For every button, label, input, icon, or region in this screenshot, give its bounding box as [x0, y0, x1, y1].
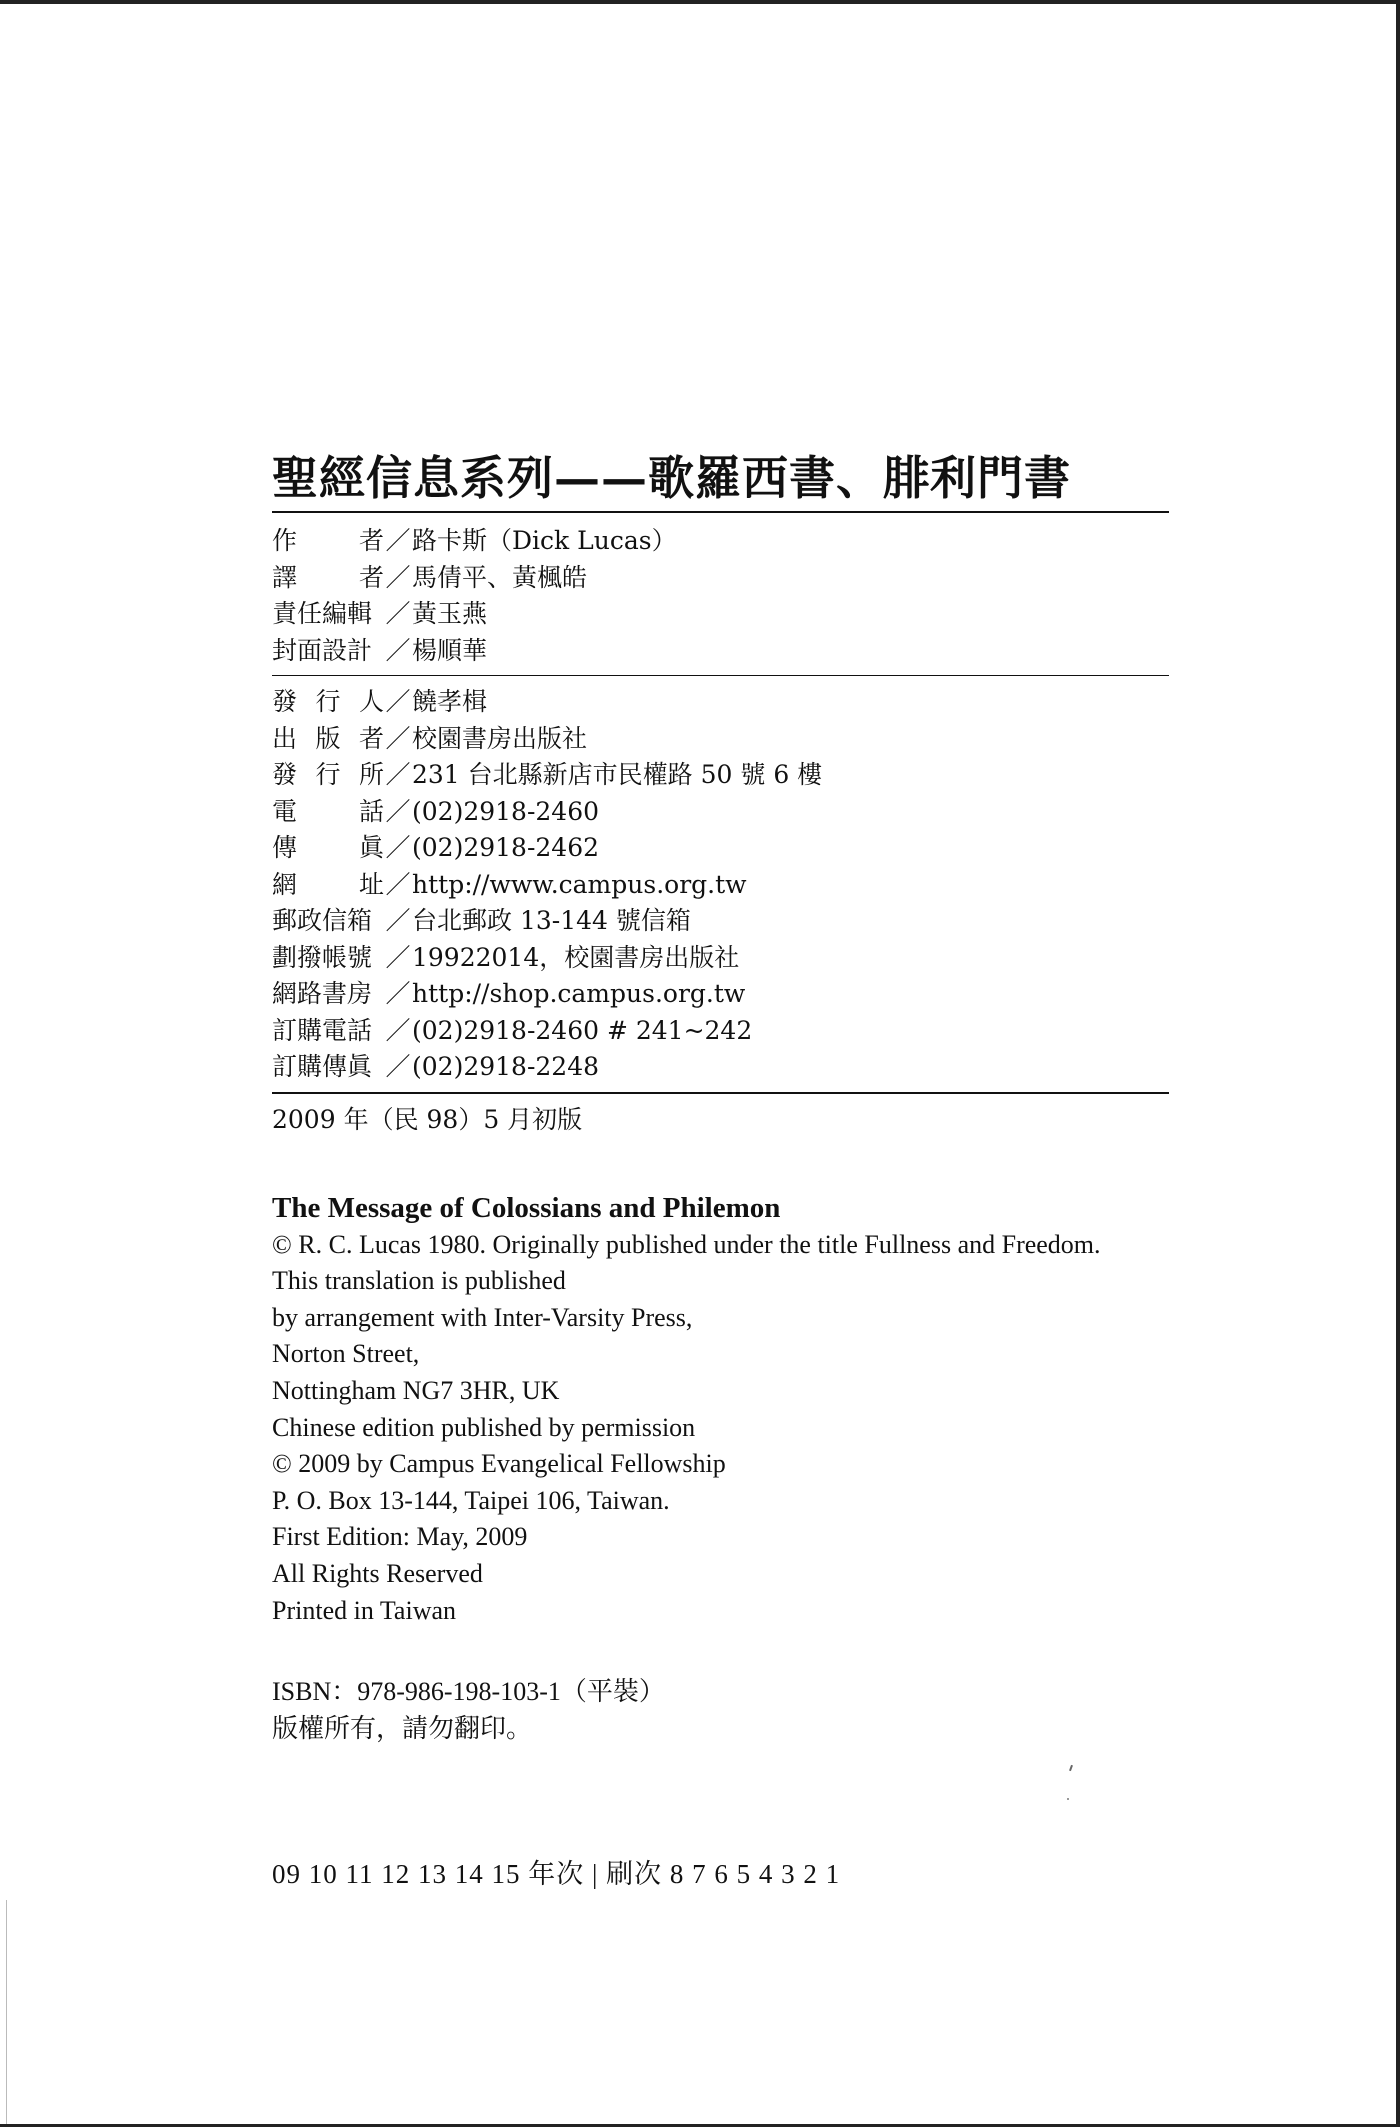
field-value: 楊順華 — [412, 635, 488, 665]
field-value: 饒孝楫 — [412, 687, 488, 716]
field-label — [272, 1049, 384, 1086]
label-char: 郵政信箱 — [272, 906, 373, 935]
edition-line: 2009 年（民 98）5 月初版 — [272, 1104, 583, 1134]
separator: ／ — [385, 1052, 411, 1081]
field-value: 黃玉燕 — [412, 599, 488, 628]
scan-speck — [1069, 1765, 1073, 1771]
publisher-row — [272, 1049, 1172, 1086]
field-value: http://www.campus.org.tw — [412, 869, 747, 899]
label-char: 責任編輯 — [272, 599, 373, 628]
field-value: (02)2918-2460 — [412, 796, 600, 826]
publisher-row — [272, 940, 1172, 977]
rights-line: 版權所有，請勿翻印。 — [272, 1714, 533, 1744]
label-char: 所 — [358, 760, 384, 789]
copyright-page — [272, 451, 1172, 1747]
label-char: 封面設計 — [272, 635, 373, 665]
separator: ／ — [385, 526, 411, 555]
separator: ／ — [385, 979, 411, 1008]
english-line: All Rights Reserved — [272, 1558, 483, 1588]
separator: ／ — [385, 687, 411, 716]
label-char: 者 — [358, 526, 384, 555]
publisher-row — [272, 903, 1172, 940]
field-value: http://shop.campus.org.tw — [412, 979, 746, 1008]
english-line: by arrangement with Inter-Varsity Press, — [272, 1302, 693, 1332]
english-title: The Message of Colossians and Philemon — [272, 1192, 781, 1224]
english-line: This translation is published — [272, 1266, 566, 1296]
field-value: (02)2918-2462 — [412, 833, 600, 862]
label-char: 址 — [358, 869, 384, 899]
field-value: 馬倩平、黃楓皓 — [412, 562, 588, 592]
label-char: 電 — [272, 796, 298, 826]
publisher-row — [272, 830, 1172, 867]
field-label — [272, 721, 384, 758]
field-label — [272, 903, 384, 940]
label-char: 網 — [272, 869, 298, 899]
book-title: 聖經信息系列——歌羅西書、腓利門書 — [272, 451, 1071, 505]
english-line: P. O. Box 13-144, Taipei 106, Taiwan. — [272, 1485, 670, 1515]
separator: ／ — [385, 869, 411, 899]
field-value: 231 台北縣新店市民權路 50 號 6 樓 — [412, 760, 823, 789]
english-line: Nottingham NG7 3HR, UK — [272, 1375, 560, 1405]
field-label — [272, 976, 384, 1013]
separator: ／ — [385, 1015, 411, 1045]
label-char: 版 — [315, 723, 341, 753]
field-label — [272, 830, 384, 867]
label-char: 話 — [358, 796, 384, 826]
english-line: © R. C. Lucas 1980. Originally published under the title Fullness and Freedom. — [272, 1229, 1101, 1259]
field-label — [272, 684, 384, 721]
label-char: 劃撥帳號 — [272, 942, 373, 972]
publisher-row — [272, 721, 1172, 758]
publisher-row — [272, 1013, 1172, 1050]
field-label — [272, 1013, 384, 1050]
english-line: First Edition: May, 2009 — [272, 1522, 528, 1552]
separator: ／ — [385, 599, 411, 628]
publisher-row — [272, 794, 1172, 831]
label-char: 者 — [358, 562, 384, 592]
label-char: 訂購電話 — [272, 1015, 373, 1045]
field-label — [272, 560, 384, 597]
separator: ／ — [385, 796, 411, 826]
english-line: Norton Street, — [272, 1339, 420, 1369]
publisher-row — [272, 684, 1172, 721]
field-value: 19922014，校園書房出版社 — [412, 942, 740, 972]
field-value: (02)2918-2460 # 241~242 — [412, 1015, 753, 1045]
label-char: 行 — [315, 687, 341, 716]
label-char: 作 — [272, 526, 298, 555]
field-label — [272, 633, 384, 670]
publisher-row — [272, 867, 1172, 904]
separator: ／ — [385, 760, 411, 789]
label-char: 出 — [272, 723, 298, 753]
print-marks: 09 10 11 12 13 14 15 年次 | 刷次 8 7 6 5 4 3 2 1 — [272, 1859, 841, 1889]
credit-row — [272, 560, 1172, 597]
page-border-top — [0, 0, 1400, 4]
label-char: 發 — [272, 687, 298, 716]
english-line: Chinese edition published by permission — [272, 1412, 696, 1442]
field-label — [272, 867, 384, 904]
page-border-right — [1396, 0, 1400, 2127]
publisher-row — [272, 976, 1172, 1013]
label-char: 眞 — [358, 833, 384, 862]
field-label — [272, 940, 384, 977]
isbn-block — [272, 1673, 1172, 1747]
label-char: 網路書房 — [272, 979, 373, 1008]
scan-speck — [1067, 1798, 1069, 1800]
credit-row — [272, 633, 1172, 670]
field-value: 路卡斯（Dick Lucas） — [412, 526, 677, 555]
english-copyright-block — [272, 1190, 1172, 1629]
separator: ／ — [385, 562, 411, 592]
credit-row — [272, 523, 1172, 560]
label-char: 訂購傳眞 — [272, 1052, 373, 1081]
separator: ／ — [385, 635, 411, 665]
field-label — [272, 596, 384, 633]
separator: ／ — [385, 723, 411, 753]
field-label — [272, 523, 384, 560]
label-char: 行 — [315, 760, 341, 789]
field-label — [272, 794, 384, 831]
isbn-line: ISBN：978-986-198-103-1（平裝） — [272, 1677, 665, 1707]
label-char: 者 — [358, 723, 384, 753]
publisher-section — [272, 676, 1172, 1092]
separator: ／ — [385, 942, 411, 972]
english-line: Printed in Taiwan — [272, 1595, 457, 1625]
field-value: 台北郵政 13-144 號信箱 — [412, 906, 691, 935]
page-border-left — [6, 1900, 7, 2127]
field-label — [272, 757, 384, 794]
separator: ／ — [385, 833, 411, 862]
label-char: 發 — [272, 760, 298, 789]
label-char: 譯 — [272, 562, 298, 592]
label-char: 傳 — [272, 833, 298, 862]
field-value: (02)2918-2248 — [412, 1052, 600, 1081]
credits-section — [272, 513, 1172, 675]
credit-row — [272, 596, 1172, 633]
label-char: 人 — [358, 687, 384, 716]
field-value: 校園書房出版社 — [412, 723, 588, 753]
separator: ／ — [385, 906, 411, 935]
publisher-row — [272, 757, 1172, 794]
english-line: © 2009 by Campus Evangelical Fellowship — [272, 1449, 726, 1479]
